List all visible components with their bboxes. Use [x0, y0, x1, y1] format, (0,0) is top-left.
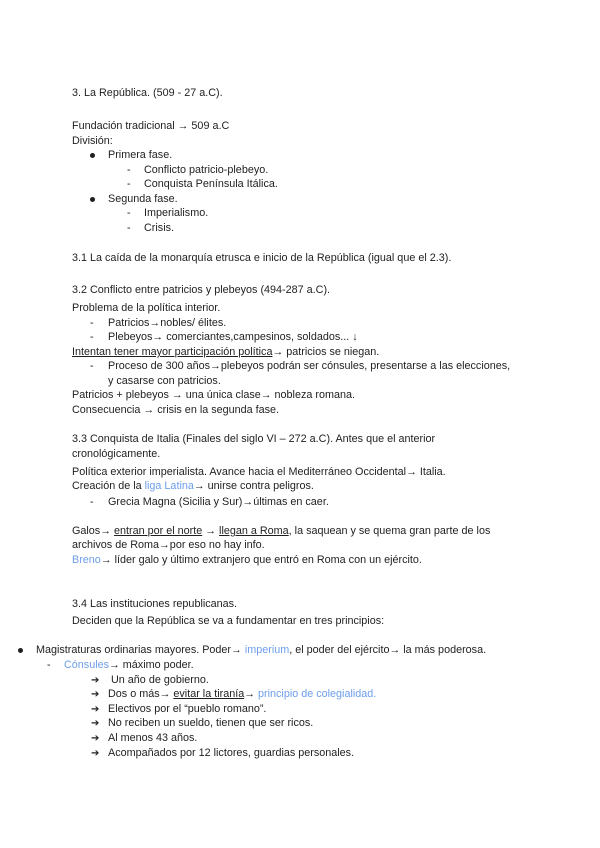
- deciden-line: Deciden que la República se va a fundamentar en tres principios:: [72, 615, 385, 627]
- creacion-rest: → unirse contra peligros.: [193, 480, 314, 492]
- dash-marker: -: [90, 496, 94, 508]
- dash-marker: -: [127, 178, 131, 190]
- galos-line-2: archivos de Roma→por eso no hay info.: [72, 539, 265, 551]
- arrow-item-arrow: →: [244, 688, 259, 700]
- creacion-text: Creación de la: [72, 480, 145, 492]
- patricios-plebeyos-line: Patricios + plebeyos → una única clase→ nobleza romana.: [72, 389, 355, 401]
- tirania-underlined: evitar la tiranía: [173, 688, 245, 700]
- section-3-1-heading: 3.1 La caída de la monarquía etrusca e inicio de la República (igual que el 2.3).: [72, 252, 452, 264]
- dash-marker: -: [47, 659, 51, 671]
- galos-underlined-1: entran por el norte: [114, 525, 203, 537]
- bullet-dot-icon: [18, 648, 23, 653]
- section-3-4-heading: 3.4 Las instituciones republicanas.: [72, 598, 238, 610]
- list-item: Conquista Península Itálica.: [144, 178, 278, 190]
- segunda-fase: Segunda fase.: [108, 193, 178, 205]
- breno-rest: → líder galo y último extranjero que entró en Roma con un ejército.: [100, 554, 422, 566]
- list-item: Conflicto patricio-plebeyo.: [144, 164, 269, 176]
- consules-rest: → máximo poder.: [109, 659, 194, 671]
- galos-line: [72, 525, 490, 538]
- creacion-line: [72, 480, 314, 493]
- politica-exterior-line: Política exterior imperialista. Avance hacia el Mediterráneo Occidental→ Italia.: [72, 466, 446, 478]
- imperium-highlight: imperium: [244, 644, 290, 656]
- problema-line: Problema de la política interior.: [72, 302, 221, 314]
- arrow-item: [108, 688, 376, 701]
- arrow-item: Acompañados por 12 lictores, guardias personales.: [108, 747, 355, 759]
- dash-marker: -: [127, 164, 131, 176]
- primera-fase: Primera fase.: [108, 149, 173, 161]
- arrow-bullet-icon: ➔: [91, 689, 100, 700]
- section-3-heading: 3. La República. (509 - 27 a.C).: [72, 87, 223, 99]
- arrow-bullet-icon: ➔: [91, 733, 100, 744]
- galos-rest: , la saquean y se quema gran parte de los: [288, 525, 491, 537]
- division-label: División:: [72, 135, 113, 147]
- arrow-item: Al menos 43 años.: [108, 732, 198, 744]
- arrow-item: Electivos por el “pueblo romano”.: [108, 703, 267, 715]
- arrow-bullet-icon: ➔: [91, 748, 100, 759]
- section-3-3-heading-cont: cronológicamente.: [72, 448, 161, 460]
- colegialidad-highlight: principio de colegialidad.: [258, 688, 377, 700]
- dash-marker: -: [90, 360, 94, 372]
- grecia-line: Grecia Magna (Sicilia y Sur)→últimas en caer.: [108, 496, 329, 508]
- arrow-item: No reciben un sueldo, tienen que ser ricos.: [108, 717, 314, 729]
- arrow-bullet-icon: ➔: [91, 704, 100, 715]
- bullet-dot-icon: [90, 197, 95, 202]
- proceso-line-2: y casarse con patricios.: [108, 375, 221, 387]
- magistraturas-rest: , el poder del ejército→ la más poderosa.: [289, 644, 487, 656]
- fundacion-line: Fundación tradicional → 509 a.C: [72, 120, 230, 132]
- consecuencia-line: Consecuencia → crisis en la segunda fase.: [72, 404, 280, 416]
- galos-underlined-2: llegan a Roma: [219, 525, 289, 537]
- galos-text: Galos→: [72, 525, 115, 537]
- magistraturas-line: [36, 644, 486, 657]
- arrow-item-text: Dos o más→: [108, 688, 174, 700]
- section-3-3-heading: 3.3 Conquista de Italia (Finales del siglo VI – 272 a.C). Antes que el anterior: [72, 433, 436, 445]
- liga-latina-highlight: liga Latina: [144, 480, 194, 492]
- section-3-2-heading: 3.2 Conflicto entre patricios y plebeyos (494-287 a.C).: [72, 284, 331, 296]
- intentan-underlined: Intentan tener mayor participación política: [72, 346, 273, 358]
- intentan-line: [72, 346, 379, 359]
- magistraturas-text: Magistraturas ordinarias mayores. Poder→: [36, 644, 245, 656]
- arrow-bullet-icon: ➔: [91, 675, 100, 686]
- patricios-line: Patricios→nobles/ élites.: [108, 317, 227, 329]
- bullet-dot-icon: [90, 153, 95, 158]
- breno-line: [72, 554, 422, 567]
- list-item: Imperialismo.: [144, 207, 209, 219]
- dash-marker: -: [127, 207, 131, 219]
- proceso-line-1: Proceso de 300 años→plebeyos podrán ser cónsules, presentarse a las elecciones,: [108, 360, 511, 372]
- arrow-bullet-icon: ➔: [91, 718, 100, 729]
- arrow-item: Un año de gobierno.: [111, 674, 209, 686]
- breno-highlight: Breno: [72, 554, 101, 566]
- intentan-rest: → patricios se niegan.: [272, 346, 380, 358]
- list-item: Crisis.: [144, 222, 174, 234]
- dash-marker: -: [90, 331, 94, 343]
- consules-highlight: Cónsules: [64, 659, 110, 671]
- dash-marker: -: [127, 222, 131, 234]
- dash-marker: -: [90, 317, 94, 329]
- consules-line: [64, 659, 194, 672]
- galos-arrow: →: [202, 525, 220, 537]
- plebeyos-line: Plebeyos→ comerciantes,campesinos, soldados... ↓: [108, 331, 358, 343]
